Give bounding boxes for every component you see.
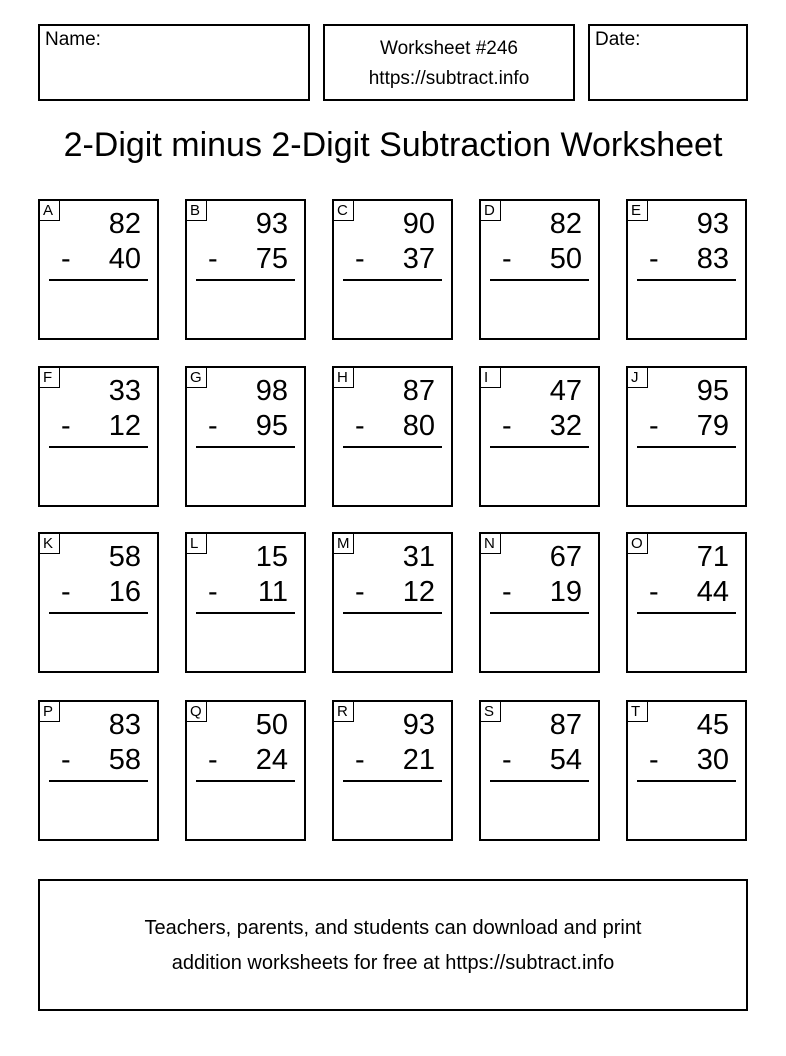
footer-line-1: Teachers, parents, and students can download and print — [144, 917, 642, 939]
answer-line — [637, 780, 736, 782]
footer-box — [38, 879, 748, 1011]
minus-sign: - — [61, 744, 71, 776]
minuend: 93 — [402, 709, 435, 741]
minus-sign: - — [355, 576, 365, 608]
answer-line — [637, 279, 736, 281]
subtrahend: 12 — [108, 410, 141, 442]
minus-sign: - — [61, 243, 71, 275]
minuend: 95 — [696, 375, 729, 407]
minuend: 45 — [696, 709, 729, 741]
worksheet-info-box — [323, 24, 575, 101]
problem-card[interactable] — [479, 199, 600, 340]
problem-card[interactable] — [626, 700, 747, 841]
problem-card[interactable] — [626, 199, 747, 340]
minuend: 87 — [549, 709, 582, 741]
minus-sign: - — [649, 410, 659, 442]
problem-letter: C — [333, 200, 354, 221]
minuend: 33 — [108, 375, 141, 407]
subtrahend: 16 — [108, 576, 141, 608]
problem-letter: B — [186, 200, 207, 221]
problem-letter: A — [39, 200, 60, 221]
subtrahend: 58 — [108, 744, 141, 776]
problem-card[interactable] — [332, 700, 453, 841]
problem-letter: M — [333, 533, 354, 554]
subtrahend: 24 — [255, 744, 288, 776]
problem-card[interactable] — [185, 199, 306, 340]
answer-line — [343, 612, 442, 614]
minuend: 98 — [255, 375, 288, 407]
problem-letter: P — [39, 701, 60, 722]
minus-sign: - — [208, 243, 218, 275]
answer-line — [490, 446, 589, 448]
answer-line — [49, 446, 148, 448]
minus-sign: - — [208, 576, 218, 608]
problem-card[interactable] — [479, 366, 600, 507]
subtrahend: 79 — [696, 410, 729, 442]
subtrahend: 83 — [696, 243, 729, 275]
minus-sign: - — [502, 576, 512, 608]
minus-sign: - — [61, 410, 71, 442]
problem-card[interactable] — [185, 532, 306, 673]
problem-card[interactable] — [185, 700, 306, 841]
answer-line — [490, 780, 589, 782]
minuend: 90 — [402, 208, 435, 240]
problem-card[interactable] — [332, 532, 453, 673]
minuend: 58 — [108, 541, 141, 573]
minus-sign: - — [649, 744, 659, 776]
problem-letter: J — [627, 367, 648, 388]
subtrahend: 19 — [549, 576, 582, 608]
subtrahend: 75 — [255, 243, 288, 275]
minuend: 15 — [255, 541, 288, 573]
minus-sign: - — [502, 744, 512, 776]
problem-card[interactable] — [626, 532, 747, 673]
problem-letter: S — [480, 701, 501, 722]
subtrahend: 95 — [255, 410, 288, 442]
minus-sign: - — [355, 243, 365, 275]
subtrahend: 11 — [257, 576, 288, 608]
answer-line — [343, 279, 442, 281]
minus-sign: - — [502, 410, 512, 442]
minuend: 67 — [549, 541, 582, 573]
problem-card[interactable] — [38, 532, 159, 673]
subtrahend: 12 — [402, 576, 435, 608]
subtrahend: 50 — [549, 243, 582, 275]
minus-sign: - — [355, 744, 365, 776]
minus-sign: - — [61, 576, 71, 608]
answer-line — [196, 446, 295, 448]
minuend: 50 — [255, 709, 288, 741]
problem-card[interactable] — [479, 700, 600, 841]
minuend: 93 — [255, 208, 288, 240]
name-box[interactable] — [38, 24, 310, 101]
subtrahend: 54 — [549, 744, 582, 776]
subtrahend: 80 — [402, 410, 435, 442]
answer-line — [637, 446, 736, 448]
worksheet-number: Worksheet #246 — [379, 38, 518, 59]
minus-sign: - — [649, 243, 659, 275]
problem-card[interactable] — [332, 199, 453, 340]
problem-letter: L — [186, 533, 207, 554]
minuend: 83 — [108, 709, 141, 741]
answer-line — [490, 612, 589, 614]
minuend: 93 — [696, 208, 729, 240]
problem-letter: D — [480, 200, 501, 221]
problem-letter: I — [480, 367, 501, 388]
problem-letter: H — [333, 367, 354, 388]
problem-letter: Q — [186, 701, 207, 722]
answer-line — [49, 780, 148, 782]
answer-line — [343, 780, 442, 782]
problem-letter: R — [333, 701, 354, 722]
problem-letter: T — [627, 701, 648, 722]
problem-card[interactable] — [626, 366, 747, 507]
minuend: 87 — [402, 375, 435, 407]
problem-card[interactable] — [38, 700, 159, 841]
problem-card[interactable] — [38, 199, 159, 340]
problem-letter: E — [627, 200, 648, 221]
footer-line-2: addition worksheets for free at https://subtract.info — [171, 952, 615, 974]
problem-card[interactable] — [185, 366, 306, 507]
minus-sign: - — [355, 410, 365, 442]
minus-sign: - — [502, 243, 512, 275]
answer-line — [343, 446, 442, 448]
page-title: 2-Digit minus 2-Digit Subtraction Worksheet — [63, 126, 723, 164]
subtrahend: 32 — [549, 410, 582, 442]
minuend: 82 — [549, 208, 582, 240]
minus-sign: - — [208, 410, 218, 442]
problem-card[interactable] — [38, 366, 159, 507]
answer-line — [196, 612, 295, 614]
minus-sign: - — [208, 744, 218, 776]
name-label: Name: — [45, 29, 101, 50]
answer-line — [637, 612, 736, 614]
subtrahend: 37 — [402, 243, 435, 275]
answer-line — [49, 612, 148, 614]
answer-line — [196, 279, 295, 281]
worksheet-url: https://subtract.info — [368, 68, 530, 89]
minuend: 31 — [402, 541, 435, 573]
problem-card[interactable] — [479, 532, 600, 673]
answer-line — [49, 279, 148, 281]
problem-letter: K — [39, 533, 60, 554]
answer-line — [490, 279, 589, 281]
date-label: Date: — [595, 29, 641, 50]
problem-letter: O — [627, 533, 648, 554]
date-box[interactable] — [588, 24, 748, 101]
minuend: 47 — [549, 375, 582, 407]
subtrahend: 44 — [696, 576, 729, 608]
problem-letter: F — [39, 367, 60, 388]
minuend: 82 — [108, 208, 141, 240]
problem-card[interactable] — [332, 366, 453, 507]
subtrahend: 30 — [696, 744, 729, 776]
minuend: 71 — [696, 541, 729, 573]
problem-letter: G — [186, 367, 207, 388]
answer-line — [196, 780, 295, 782]
problem-letter: N — [480, 533, 501, 554]
subtrahend: 40 — [108, 243, 141, 275]
subtrahend: 21 — [402, 744, 435, 776]
minus-sign: - — [649, 576, 659, 608]
